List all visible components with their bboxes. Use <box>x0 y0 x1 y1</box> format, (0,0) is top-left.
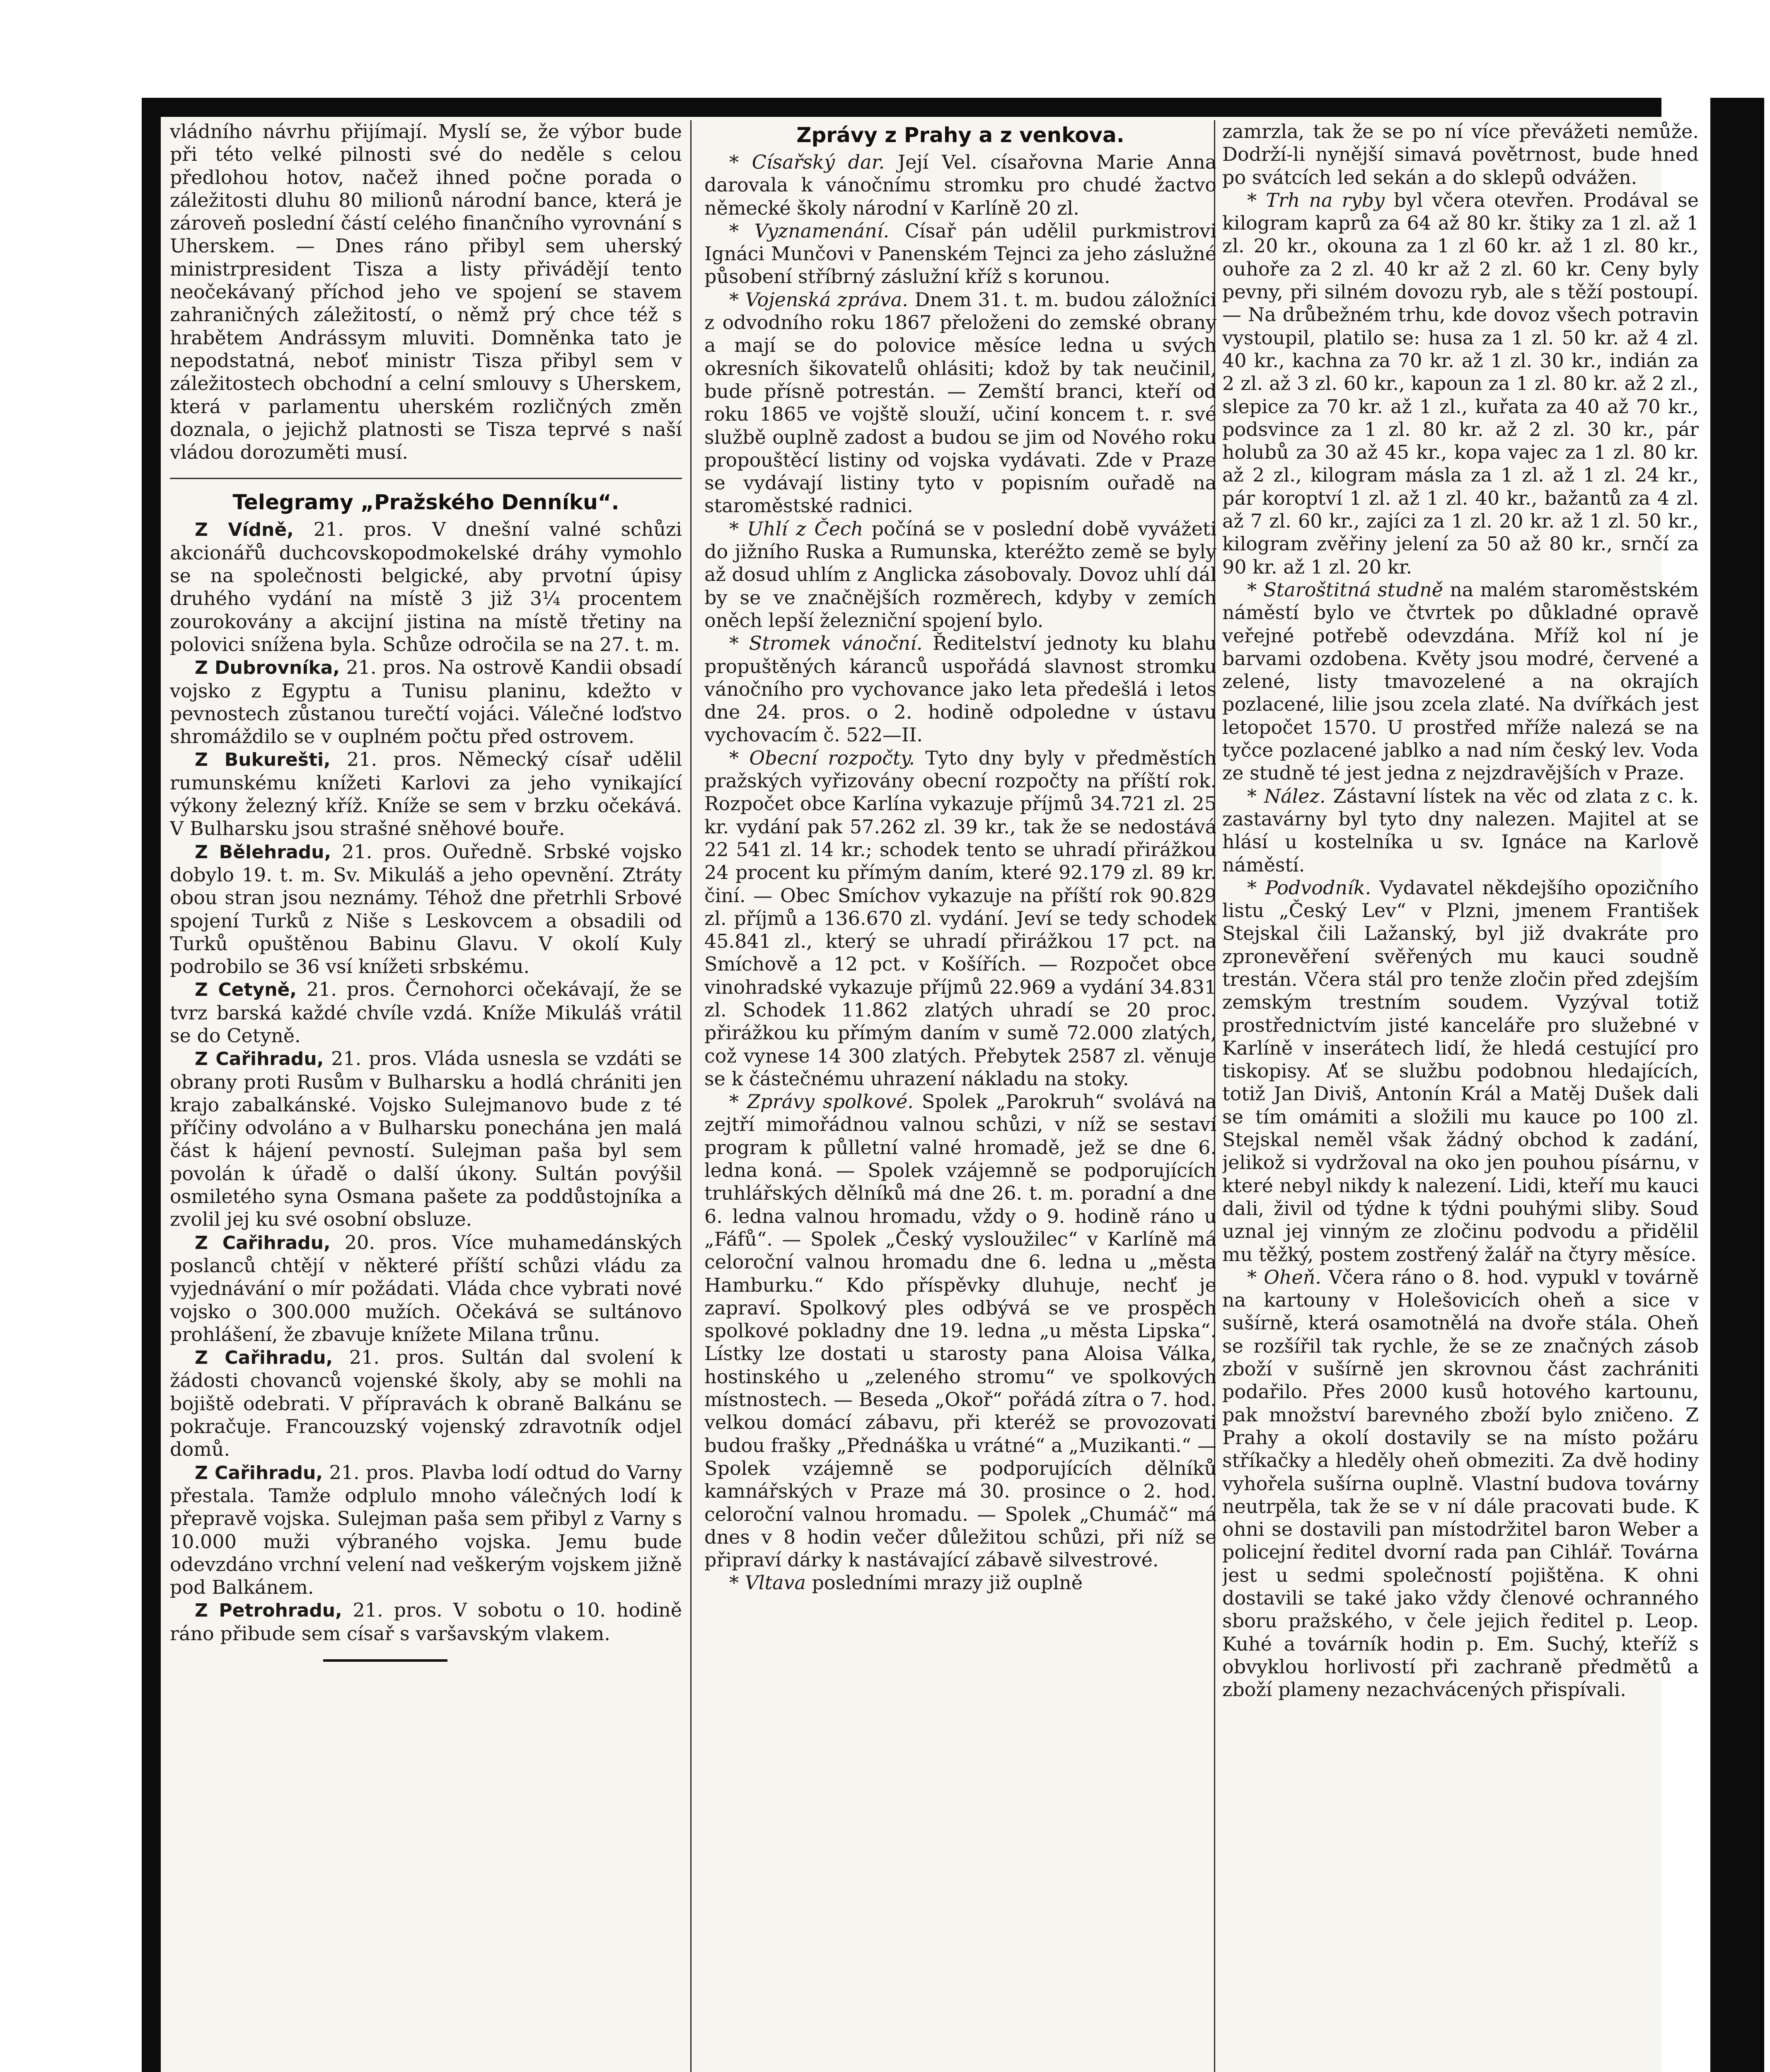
telegram-list <box>170 518 682 1645</box>
news-item-lead: * Trh na ryby <box>1247 189 1385 211</box>
news-item-lead: * Staroštitná studně <box>1247 578 1444 601</box>
news-item <box>704 220 1216 288</box>
news-item <box>170 748 682 840</box>
news-item-text: 21. pros. Německý císař udělil rumunskému knížeti Karlovi za jeho vynikající výkony železný kříž. Kníže se sem v brzku očekává. V Bulharsku jsou strašné sněhové bouře. <box>170 748 682 840</box>
news-item <box>1222 189 1699 579</box>
news-item <box>170 978 682 1047</box>
news-item-lead: Z Cařihradu, <box>195 1462 323 1484</box>
news-item-text: 21. pros. V sobotu o 10. hodině ráno přibude sem císař s varšavským vlakem. <box>170 1599 682 1645</box>
news-item-text: 21. pros. Na ostrově Kandii obsadí vojsko z Egyptu a Tunisu planinu, kdežto v pevnostech zůstanou turečtí vojáci. Válečné loďstvo shromáždilo se v ouplném počtu před ostrovem. <box>170 656 682 748</box>
news-item <box>704 518 1216 632</box>
news-item-text: Dnem 31. t. m. budou záložníci z odvodního roku 1867 přeloženi do zemské obrany a mají se do polovice měsíce ledna u svých okresních šikovatelů ohlásiti; kdož by tak neučinil, bude přísně potrestán. — Zemští branci, kteří od roku 1865 ve vojště slouží, učiní koncem t. r. své službě ouplně zadost a budou se jim od Nového roku propouštěcí listiny od vojska vydávati. Zde v Praze se vydávají listiny tyto v popisním ouřadě na staroměstské radnici. <box>704 288 1216 517</box>
news-item-lead: Z Cařihradu, <box>195 1048 324 1070</box>
news-item-lead: Z Cařihradu, <box>195 1232 331 1254</box>
column-3 <box>1222 120 1699 2072</box>
news-item-lead: Z Petrohradu, <box>195 1600 342 1622</box>
news-item <box>170 1047 682 1231</box>
news-item-lead: * Vltava <box>729 1571 806 1594</box>
news-item <box>704 288 1216 518</box>
news-item <box>704 1571 1216 1594</box>
local-news-list-continued <box>1222 189 1699 1702</box>
column-rule-1 <box>690 120 692 2072</box>
news-item-text: 21. pros. Ouředně. Srbské vojsko dobylo 19. t. m. Sv. Mikuláš a jeho opevnění. Ztráty obou stran jsou neznámy. Téhož dne přetrhli Srbové spojení Turků z Niše s Leskovcem a obsadili od Turků opuštěnou Babinu Glavu. V okolí Kuly podrobilo se 36 vsí knížeti srbskému. <box>170 840 682 978</box>
news-item-text: 21. pros. Černohorci očekávají, že se tvrz barská každé chvíle vzdá. Kníže Mikuláš vrátil se do Cetyně. <box>170 978 682 1047</box>
news-item-text: počíná se v poslední době vyvážeti do jižního Ruska a Rumunska, kteréžto země se byly až dosud uhlím z Anglicka zásobovaly. Dovoz uhlí dál by se ve značnějších rozměrech, kdyby v zemích oněch lepší železniční spojení bylo. <box>704 517 1216 632</box>
news-item-text: Včera ráno o 8. hod. vypukl v továrně na kartouny v Holešovicích oheň a sice v sušírně, která osamotnělá na dvoře stála. Oheň se rozšířil tak rychle, že se ze značných zásob zboží v sušírně jen skrovnou část zachrániti podařilo. Přes 2000 kusů hotového kartounu, pak množství barevného zboží bylo zničeno. Z Prahy a okolí dostavily se na místo požáru stříkačky a hleděly oheň obmeziti. Za dvě hodiny vyhořela sušírna ouplně. Vlastní budova továrny neutrpěla, tak že se v ní dále pracovati bude. K ohni se dostavili pan místodržitel baron Weber a policejní ředitel dvorní rada pan Cihlář. Továrna jest u sedmi společností pojištěna. K ohni dostavili se také jako vždy členové ochranného sboru pražského, v čele jejich ředitel p. Leop. Kuhé a továrník hodin p. Em. Suchý, kteříž s obvyklou horlivostí při zachraně předmětů a zboží plameny nezachvácených přispívali. <box>1222 1266 1699 1701</box>
news-item <box>170 656 682 748</box>
continuation-paragraph: zamrzla, tak že se po ní více převážeti nemůže. Dodrží-li nynější simavá povětrnost, bude hned po svátcích led sekán a do sklepů odvážen. <box>1222 120 1699 189</box>
end-rule <box>323 1659 447 1662</box>
news-item-lead: Z Bělehradu, <box>195 841 331 863</box>
local-news-heading: Zprávy z Prahy a z venkova. <box>796 123 1124 147</box>
news-item <box>1222 1266 1699 1702</box>
news-item-lead: * Nález. <box>1247 784 1326 807</box>
news-item-text: 21. pros. Sultán dal svolení k žádosti chovanců vojenské školy, aby se mohli na bojiště odebrati. V přípravách k obraně Balkánu se pokračuje. Francouzský vojenský zdravotník odjel domů. <box>170 1346 682 1461</box>
news-item-text: 20. pros. Více muhamedánských poslanců chtějí v některé příští schůzi vládu za vyjednávání o mír požádati. Vláda chce vybrati nové vojsko o 300.000 mužích. Očekává se sultánovo prohlášení, že zbavuje knížete Milana trůnu. <box>170 1231 682 1346</box>
news-item-lead: Z Vídně, <box>195 519 294 541</box>
news-item <box>170 1461 682 1599</box>
news-item-lead: * Obecní rozpočty. <box>729 746 915 769</box>
news-item-lead: Z Cařihradu, <box>195 1347 333 1369</box>
column-1 <box>170 120 682 2072</box>
news-item <box>1222 876 1699 1266</box>
news-item-text: byl včera otevřen. Prodával se kilogram kaprů za 64 až 80 kr. štiky za 1 zl. až 1 zl. 20 kr., okouna za 1 zl 60 kr. až 1 zl. 80 kr., ouhoře za 2 zl. 40 kr až 2 zl. 60 kr. Ceny byly pevny, při silném dovozu ryb, ale s těží postoupí. — Na drůbežném trhu, kde dovoz všech potravin vystoupil, platilo se: husa za 1 zl. 50 kr. až 4 zl. 40 kr., kachna za 70 kr. až 1 zl. 30 kr., indián za 2 zl. až 3 zl. 60 kr., kapoun za 1 zl. 80 kr. až 2 zl., slepice za 70 kr. až 1 zl., kuřata za 40 až 70 kr., podsvince za 1 zl. 80 kr. až 2 zl. 30 kr., pár holubů za 30 až 45 kr., kopa vajec za 1 zl. 80 kr. až 2 zl., kilogram másla za 1 zl. až 1 zl. 24 kr., pár koroptví 1 zl. až 1 zl. 40 kr., bažantů za 4 zl. až 7 zl. 60 kr., zajíci za 1 zl. 20 kr. až 1 zl. 50 kr., kilogram zvěřiny jelení za 50 až 80 kr., srnčí za 90 kr. až 1 zl. 20 kr. <box>1222 189 1699 578</box>
news-item-text: na malém staroměstském náměstí bylo ve čtvrtek po důkladné opravě veřejné potřebě odevzdána. Mříž kol ní je barvami ozdobena. Květy jsou modré, červené a zelené, listy tmavozelené a na okrajích pozlacené, lilie jsou zcela zlaté. Na dvířkách jest letopočet 1570. U prostřed mříže nalezá se na tyčce pozlacené jablko a nad ním český lev. Voda ze studně té jest jedna z nejzdravějších v Praze. <box>1222 578 1699 784</box>
local-news-list <box>704 151 1216 1595</box>
news-item-lead: * Vyznamenání. <box>729 219 890 242</box>
news-item <box>704 151 1216 220</box>
news-item-lead: Z Bukurešti, <box>195 749 331 771</box>
news-item-lead: * Stromek vánoční. <box>729 632 923 655</box>
news-item-lead: * Uhlí z Čech <box>729 517 863 540</box>
news-item <box>1222 785 1699 876</box>
news-item-lead: * Podvodník. <box>1247 876 1371 899</box>
political-report-paragraph: vládního návrhu přijímají. Myslí se, že výbor bude při této velké pilnosti své do neděle s celou předlohou hotov, načež ihned počne porada o záležitosti dluhu 80 milionů národní bance, která je zároveň poslední částí celého finančního vyrovnání s Uherskem. — Dnes ráno přibyl sem uherský ministrpresident Tisza a listy přivádějí tento neočekávaný příchod jeho ve spojení se stavem zahraničných záležitostí, o němž prý chce též s hrabětem Andrássym mluviti. Domněnka tato je nepodstatná, neboť ministr Tisza přibyl sem v záležitostech obchodní a celní smlouvy s Uherskem, která v parlamentu uherském rozličných změn doznala, o jejichž platnosti se Tisza teprvé s naší vládou dorozuměti musí. <box>170 120 682 464</box>
news-item-text: Její Vel. císařovna Marie Anna darovala k vánočnímu stromku pro chudé žactvo německé školy národní v Karlíně 20 zl. <box>704 151 1216 219</box>
telegrams-heading: Telegramy „Pražského Denníku“. <box>232 490 619 515</box>
news-item <box>170 1599 682 1645</box>
news-item <box>1222 579 1699 785</box>
news-item-text: 21. pros. V dnešní valné schůzi akcionářů duchcovskopodmokelské dráhy vymohlo se na společnosti belgické, aby prvotní úpisy druhého vydání na místě 3 již 3¼ procentem zourokovány a akcijní jistina na místě třetiny na polovici snížena byla. Schůze odročila se na 27. t. m. <box>170 518 682 656</box>
news-item-lead: * Oheň. <box>1247 1266 1322 1288</box>
column-2 <box>704 120 1216 2072</box>
news-item-text: Vydavatel někdejšího opozičního listu „Český Lev“ v Plzni, jmenem František Stejskal čili Lažanský, byl již dvakráte pro zpronevěření svěřených mu kauci soudně trestán. Včera stál pro tenže zločin před zdejším zemským trestním soudem. Vyzýval totiž prostřednictvím jisté kanceláře pro služebné v Karlíně v inserátech lidí, že hledá cestující pro tiskopisy. Ať se službu podobnou hledajících, totiž Jan Diviš, Antonín Král a Matěj Dušek dali se tím omámiti a složili mu kauce po 100 zl. Stejskal neměl však žádný obchod k zadání, jelikož si vydržoval na oko jen pouhou písárnu, v které nebyl nikdy k nalezení. Lidi, kteří mu kauci dali, živil od týdne k týdni pouhými sliby. Soud uznal jej vinným ze zločinu podvodu a přidělil mu těžký, postem zostřený žalář na čtyry měsíce. <box>1222 876 1699 1266</box>
news-item-lead: Z Dubrovníka, <box>195 657 340 679</box>
news-item <box>170 1231 682 1346</box>
news-item-text: Ředitelství jednoty ku blahu propuštěných káranců uspořádá slavnost stromku vánočního pro vychovance jako leta předešlá i letos dne 24. pros. o 2. hodině odpoledne v ústavu vychovacím č. 522—II. <box>704 632 1216 746</box>
scan-edge-right <box>1710 98 1764 2072</box>
news-item-lead: * Císařský dar. <box>729 151 885 173</box>
news-item-lead: * Vojenská zpráva. <box>729 288 908 311</box>
news-item <box>170 1346 682 1461</box>
section-divider <box>170 478 682 479</box>
news-item-lead: Z Cetyně, <box>195 979 297 1001</box>
news-item <box>704 1090 1216 1571</box>
news-item-text: Tyto dny byly v předměstích pražských vyřizovány obecní rozpočty na příští rok. Rozpočet obce Karlína vykazuje příjmů 34.721 zl. 25 kr. vydání pak 57.262 zl. 39 kr., tak že se nedostává 22 541 zl. 14 kr.; schodek tento se uhradí přirážkou 24 procent ku přímým daním, které 92.179 zl. 89 kr. činí. — Obec Smíchov vykazuje na příští rok 90.829 zl. příjmů a 136.670 zl. vydání. Jeví se tedy schodek 45.841 zl., který se uhradí přirážkou 17 pct. na Smíchově a 12 pct. v Košířích. — Rozpočet obce vinohradské vykazuje příjmů 22.969 a vydání 34.831 zl. Schodek 11.862 zlatých uhradí se 20 proc. přirážkou ku přímým daním v sumě 72.000 zlatých, což vynese 14 300 zlatých. Přebytek 2587 zl. věnuje se k částečnému uhrazení nákladu na stoky. <box>704 746 1216 1090</box>
news-item <box>704 632 1216 746</box>
news-item-text: 21. pros. Vláda usnesla se vzdáti se obrany proti Rusům v Bulharsku a hodlá chrániti jen krajo zabalkánské. Vojsko Sulejmanovo bude z té příčiny odvoláno a v Bulharsku ponechána jen malá část k hájení pevností. Sulejman paša byl sem povolán k úřadě o další úkony. Sultán povýšil osmiletého syna Osmana pašete za poddůstojníka a zvolil jej ku své osobní obsluze. <box>170 1047 682 1231</box>
news-item-text: Spolek „Parokruh“ svolává na zejtří mimořádnou valnou schůzi, v níž se sestaví program k půlletní valné hromadě, jež se dne 6. ledna koná. — Spolek vzájemně se podporujících truhlářských dělníků má dne 26. t. m. poradní a dne 6. ledna valnou hromadu, vždy o 9. hodině ráno u „Fáfů“. — Spolek „Český vysloužilec“ v Karlíně má celoroční valnou hromadu dne 6. ledna u „města Hamburku.“ Kdo příspěvky dluhuje, nechť je zapraví. Spolkový ples odbývá se ve prospěch spolkové pokladny dne 19. ledna „u města Lipska“. Lístky lze dostati u starosty pana Aloisa Válka, hostinského u „zeleného stromu“ ve spolkových místnostech. — Beseda „Okoř“ pořádá zítra o 7. hod. velkou domácí zábavu, při kteréž se provozovati budou frašky „Přednáška u vrátné“ a „Muzikanti.“ — Spolek vzájemně se podporujících dělníků kamnářských v Praze má 30. prosince o 2. hod. celoroční valnou hromadu. — Spolek „Chumáč“ má dnes v 8 hodin večer důležitou schůzi, při níž se připraví dárky k nastávající zábavě silvestrové. <box>704 1090 1216 1571</box>
news-item <box>170 840 682 978</box>
news-item <box>170 518 682 656</box>
news-item-text: Císař pán udělil purkmistrovi Ignáci Munčovi v Panenském Tejnci za jeho záslužné působení stříbrný záslužní kříž s korunou. <box>704 219 1216 288</box>
news-item-text: 21. pros. Plavba lodí odtud do Varny přestala. Tamže odplulo mnoho válečných lodí k přepravě vojska. Sulejman paša sem přibyl z Varny s 10.000 muži výbraného vojska. Jemu bude odevzdáno vrchní velení nad veškerým vojskem jižně pod Balkánem. <box>170 1461 682 1599</box>
news-item-lead: * Zprávy spolkové. <box>729 1090 914 1113</box>
news-item <box>704 747 1216 1090</box>
news-item-text: Zástavní lístek na věc od zlata z c. k. zastavárny byl tyto dny nalezen. Majitel at se hlásí u kostelníka u sv. Ignáce na Karlově náměstí. <box>1222 784 1699 876</box>
news-item-text: posledními mrazy již ouplně <box>805 1571 1083 1594</box>
